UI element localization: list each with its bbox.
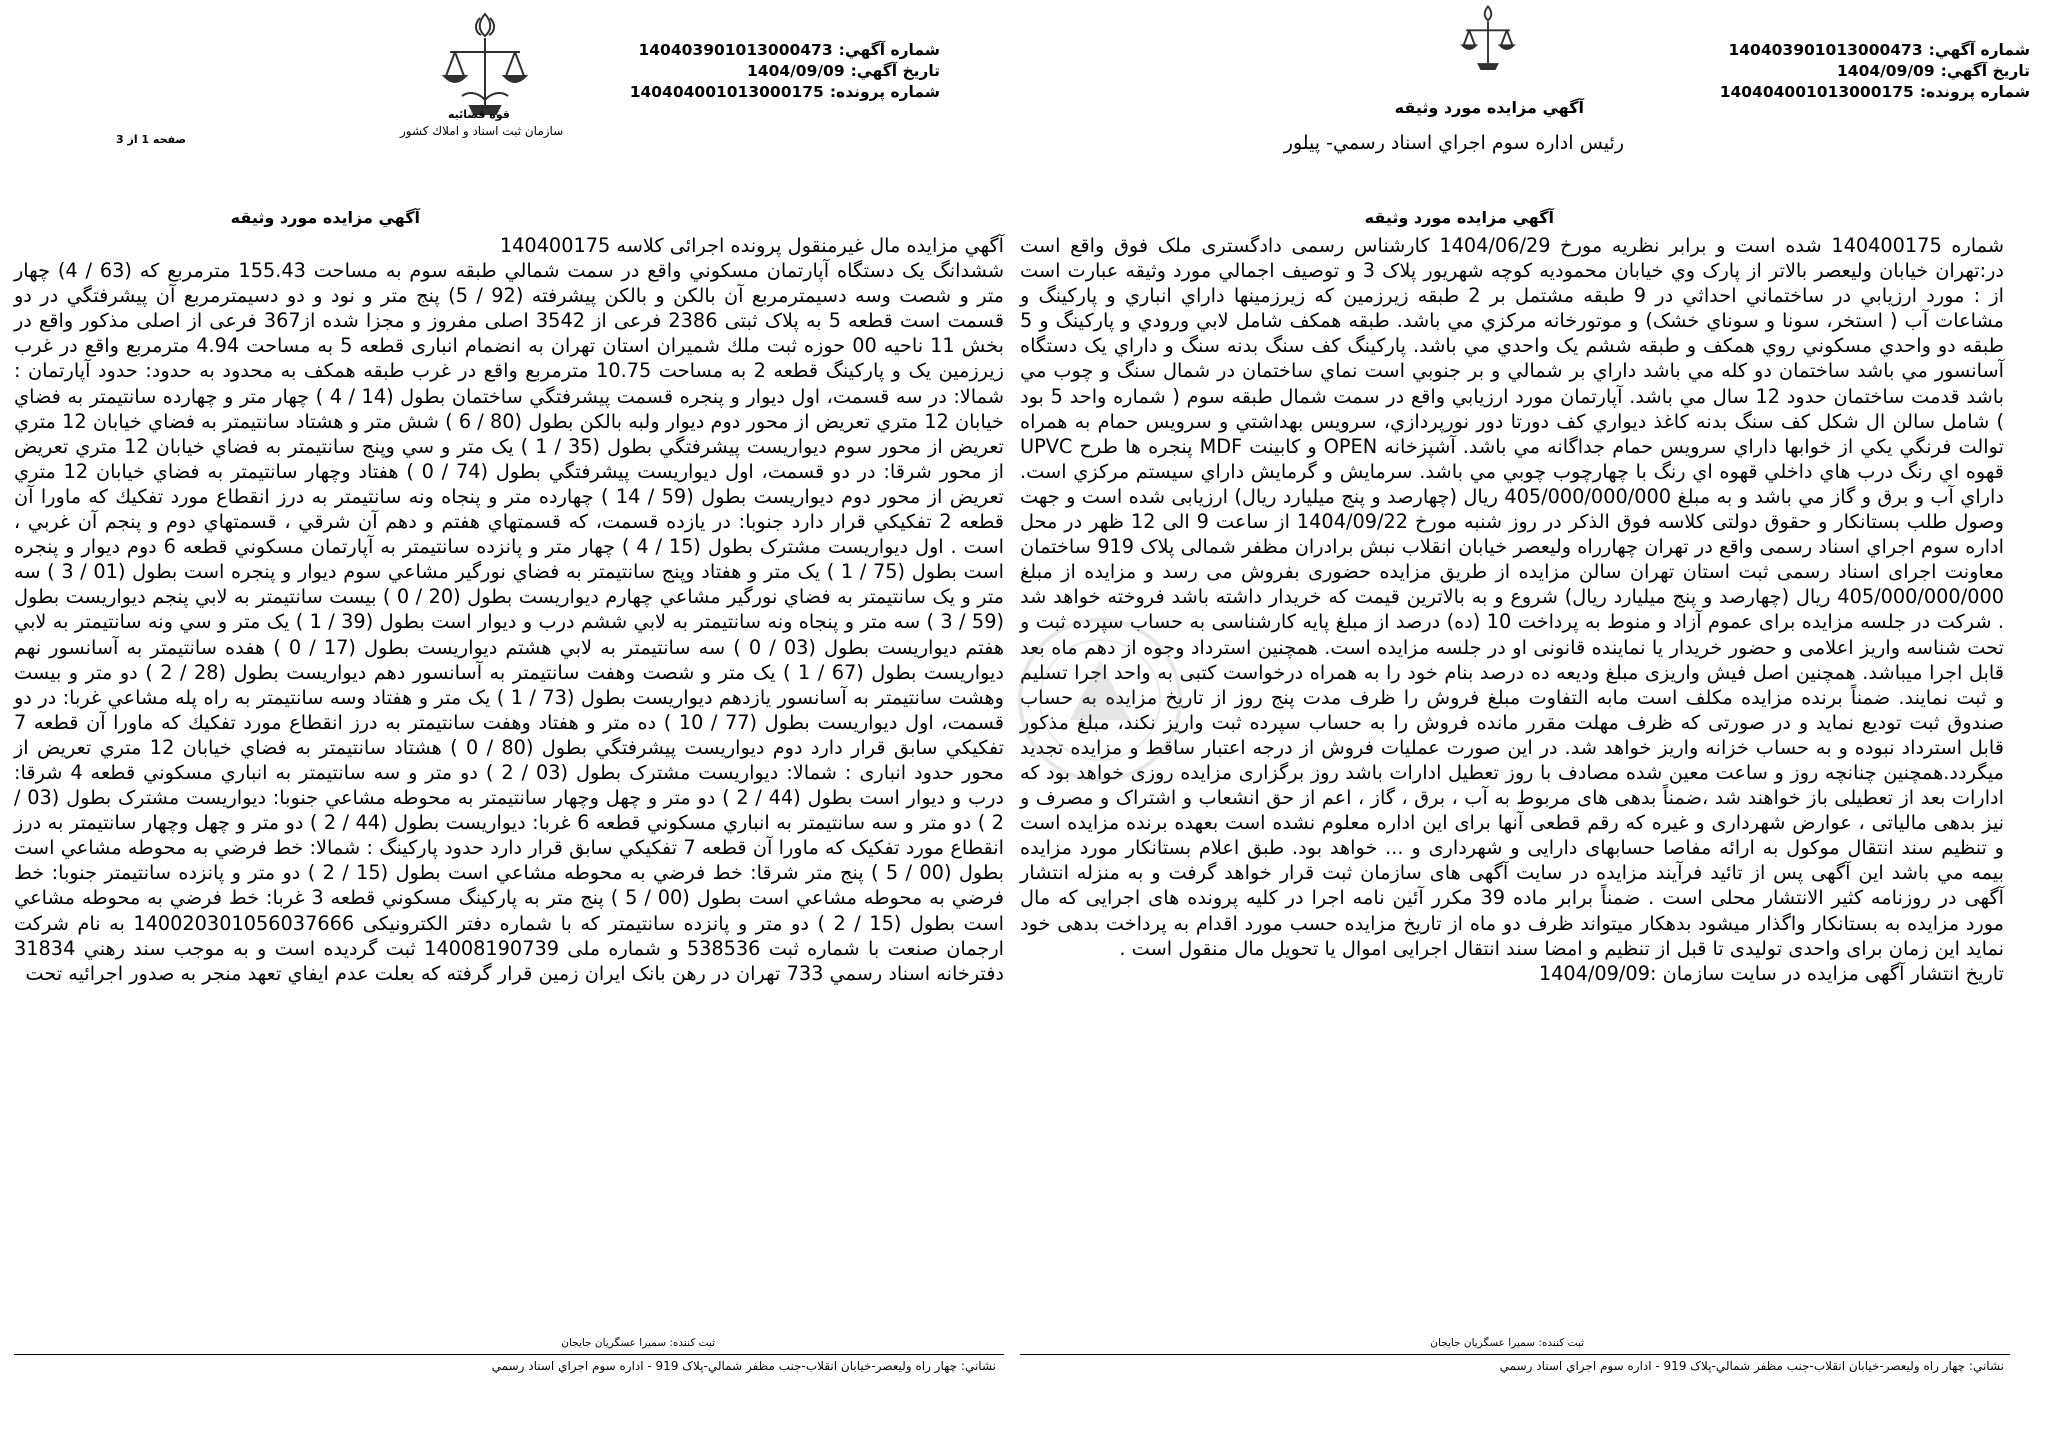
ad-number-row: [1640, 40, 2030, 61]
left-paragraph-2: ششدانگ يک دستگاه آپارتمان مسكوني واقع در سمت شمالي طبقه سوم به مساحت 155.43 مترمربع كه (63 / 4) چهار متر و شصت وسه دسيمترمربع آن بالكن و بالكن پيشرفته (92 / 5) پنج متر و نود و دو دسيمترمربع آن پيشرفتگي در دو قسمت است قطعه 5 به پلاک ثبتی 2386 فرعی از 3542 اصلی مفروز و مجزا شده از367 فرعی از اصلی مذکور واقع در بخش 11 ناحيه 00 حوزه ثبت ملك شميران استان تهران به انضمام انباری قطعه 5 به مساحت 4.94 مترمربع واقع در غرب زيرزمين يک و پاركينگ قطعه 2 به مساحت 10.75 مترمربع واقع در غرب طبقه همكف به محدود به حدود: حدود آپارتمان : شمالا: در سه قسمت، اول ديوار و پنجره قسمت پيشرفتگي ساختمان بطول (14 / 4 ) چهار متر و چهارده سانتيمتر به فضاي خيابان 12 متري تعريض از محور دوم ديوار ولبه بالكن بطول (80 / 6 ) شش متر و هشتاد سانتيمتر به فضاي خيابان 12 متري تعريض از محور سوم ديواريست پيشرفتگي بطول (35 / 1 ) يک متر و سي وپنج سانتيمتر به فضاي خيابان 12 متري تعريض از محور شرقا: در دو قسمت، اول ديواريست پيشرفتگي بطول (74 / 0 ) هفتاد وچهار سانتيمتر به فضاي خيابان 12 متري تعريض از محور دوم ديواريست بطول (59 / 14 ) چهارده متر و پنجاه ونه سانتيمتر به درز انقطاع مورد تفكيك كه ماورا آن قطعه 2 تفكيكي قرار دارد جنوبا: در يازده قسمت، كه قسمتهاي هفتم و دهم آن شرقي ، قسمتهاي دوم و پنجم آن غربي ، است . اول ديواريست مشترک بطول (15 / 4 ) چهار متر و پانزده سانتيمتر به آپارتمان مسكوني قطعه 6 دوم ديوار و پنجره است بطول (75 / 1 ) يک متر و هفتاد وپنج سانتيمتر به فضاي نورگير مشاعي سوم ديوار و پنجره است بطول (01 / 3 ) سه متر و يک سانتيمتر به فضاي نورگير مشاعي چهارم ديواريست بطول (20 / 0 ) بيست سانتيمتر به لابي پنجم ديواريست بطول (59 / 3 ) سه متر و پنجاه ونه سانتيمتر به لابي ششم درب و ديوار است بطول (39 / 1 ) يک متر و سي ونه سانتيمتر به لابي هفتم ديواريست بطول (03 / 0 ) سه سانتيمتر به لابي هشتم ديواريست بطول (17 / 0 ) هفده سانتيمتر به آسانسور نهم ديواريست بطول (67 / 1 ) يک متر و شصت وهفت سانتيمتر به آسانسور دهم ديواريست بطول (28 / 2 ) دو متر و بيست وهشت سانتيمتر به آسانسور يازدهم ديواريست بطول (73 / 1 ) يک متر و هفتاد وسه سانتيمتر به راه پله مشاعي غربا: در دو قسمت، اول ديواريست بطول (77 / 10 ) ده متر و هفتاد وهفت سانتيمتر به درز انقطاع مورد تفكيك كه ماورا آن قطعه 7 تفكيكي سابق قرار دارد دوم ديواريست پيشرفتگي بطول (80 / 0 ) هشتاد سانتيمتر به فضاي خيابان 12 متري تعريض از محور حدود انباری : شمالا: ديواريست مشترک بطول (03 / 2 ) دو متر و سه سانتيمتر به انباري مسكوني قطعه 4 شرقا: درب و ديوار است بطول (44 / 2 ) دو متر و چهل وچهار سانتيمتر به محوطه مشاعي جنوبا: ديواريست مشترک بطول (03 / 2 ) دو متر و سه سانتيمتر به انباري مسكوني قطعه 6 غربا: ديواريست بطول (44 / 2 ) دو متر و چهل وچهار سانتيمتر به درز انقطاع مورد تفكيک كه ماورا آن قطعه 7 تفكيكي سابق قرار دارد حدود پاركينگ : شمالا: خط فرضي به محوطه مشاعي است بطول (00 / 5 ) پنج متر شرقا: خط فرضي به محوطه مشاعي است بطول (15 / 2 ) دو متر و پانزده سانتيمتر جنوبا: خط فرضي به محوطه مشاعي است بطول (00 / 5 ) پنج متر به پاركينگ مسكوني قطعه 3 غربا: خط فرضي به محوطه مشاعي است بطول (15 / 2 ) دو متر و پانزده سانتيمتر كه با شماره دفتر الكترونيكی 140020301056037666 به نام شركت ارجمان صنعت با شماره ثبت 538536 و شماره ملی 14008190739 ثبت گرديده است و به موجب سند رهني 31834 دفترخانه اسناد رسمي 733 تهران در رهن بانک ايران زمين قرار گرفته كه بعلت عدم ايفاي تعهد منجر به صدور اجرائيه تحت: [14, 259, 1005, 985]
left-address: [492, 1359, 996, 1373]
ad-number-label: شماره آگهي:: [838, 41, 940, 59]
parsnamad-watermark-icon: [1010, 610, 1190, 790]
left-address-text: چهار راه وليعصر-خيابان انقلاب-جنب مظفر شمالي-پلاک 919 - اداره سوم اجراي اسناد رسمي: [491, 1359, 958, 1373]
case-number-label: شماره پرونده:: [829, 83, 940, 101]
left-address-label: نشاني:: [960, 1359, 996, 1373]
right-divider: [1020, 1354, 2010, 1355]
left-signer-label: ثبت كننده:: [669, 1337, 715, 1349]
right-address: [1500, 1359, 2004, 1373]
ad-date-value: 1404/09/09: [747, 62, 845, 80]
ad-number-value: 140403901013000473: [638, 41, 833, 59]
ad-number-label: شماره آگهي:: [1928, 41, 2030, 59]
right-paragraph-1: شماره 140400175 شده است و برابر نظريه مورخ 1404/06/29 كارشناس رسمی دادگستری ملک فوق واقع است در:تهران خيابان وليعصر بالاتر از پارک وي خيابان محموديه كوچه شهريور پلاک 3 و توصيف اجمالي مورد وثيقه عبارت است از : مورد ارزيابي در ساختماني احداثي در 9 طبقه مشتمل بر 2 طبقه زيرزمين كه زيرزمينها داراي انباري و پاركينگ و مشاعات آب ( استخر، سونا و سوناي خشک) و موتورخانه مركزي مي باشد. طبقه همكف شامل لابي ورودي و پاركينگ و 5 طبقه دو واحدي مسكوني روي همكف و طبقه ششم يک واحدي مي باشد. پاركينگ كف سنگ بدنه سنگ و داراي يک دستگاه آسانسور مي باشد ساختمان دو كله مي باشد داراي بر شمالي و بر جنوبي است نماي ساختمان در شمال سنگ و چوب مي باشد قدمت ساختمان حدود 12 سال مي باشد. آپارتمان مورد ارزيابي واقع در سمت شمال طبقه سوم ( شماره واحد 5 بود ) شامل سالن ال شكل كف سنگ بدنه كاغذ ديواري كف دورتا دور نورپردازي، سرويس بهداشتي و سرويس حمام به همراه توالت فرنگي يكي از خوابها داراي سرويس حمام جداگانه مي باشد. آشپزخانه OPEN و كابينت MDF پنجره ها طرح UPVC قهوه اي رنگ درب هاي داخلي قهوه اي رنگ با چهارچوب چوبي مي باشد. سرمايش و گرمايش داراي سيستم مركزي است. داراي آب و برق و گاز مي باشد و به مبلغ 405/000/000/000 ريال (چهارصد و پنج ميليارد ريال) ارزيابی شده است و جهت وصول طلب بستانكار و حقوق دولتی كلاسه فوق الذكر در روز شنبه مورخ 1404/09/22 از ساعت 9 الی 12 ظهر در محل اداره سوم اجراي اسناد رسمی واقع در تهران چهارراه وليعصر خيابان انقلاب نبش برادران مظفر شمالی پلاک 919 ساختمان معاونت اجرای اسناد رسمی ثبت استان تهران سالن مزايده از طريق مزايده حضوری بفروش می رسد و مزايده از مبلغ 405/000/000/000 ريال (چهارصد و پنج ميليارد ريال) شروع و به بالاترين قيمت كه خريدار داشته باشد فروخته خواهد شد . شركت در جلسه مزايده برای عموم آزاد و منوط به پرداخت 10 (ده) درصد از مبلغ پايه كارشناسی به حساب سپرده ثبت و تحت شناسه واريز اعلامی و حضور خريدار يا نماينده قانونی او در جلسه مزايده است. همچنين استرداد وجوه از دهم ماه بعد قابل اجرا ميباشد. همچنين اصل فيش واريزی مبلغ وديعه ده درصد بنام خود را به همراه درخواست كتبی به واحد اجرا تسليم و ثبت نمايند. ضمناً برنده مزايده مكلف است مابه التفاوت مبلغ فروش را ظرف مدت پنج روز از تاريخ مزايده به حساب صندوق ثبت توديع نمايد و در صورتی كه ظرف مهلت مقرر مانده فروش را به حساب سپرده ثبت واريز نكند، مبلغ مذكور قابل استرداد نبوده و به حساب خزانه واريز خواهد شد. در اين صورت عمليات فروش از درجه اعتبار ساقط و مزايده تجديد ميگردد.همچنين چنانچه روز و ساعت معين شده مصادف با روز تعطيل ادارات باشد روز برگزاری مزايده روزی خواهد بود كه ادارات بعد از تعطيلی باز خواهند شد ،ضمناً بدهی های مربوط به آب ، برق ، گاز ، اعم از حق انشعاب و اشتراک و مصرف و نيز بدهی مالياتی ، عوارض شهرداری و غيره كه رقم قطعی آنها برای اين اداره معلوم نشده است بعهده برنده مزايده است و تنظيم سند انتقال موكول به ارائه مفاصا حسابهای دارايی و شهرداری و ... خواهد بود. طبق اعلام بستانكار مورد مزايده بيمه مي باشد اين آگهی پس از تائيد فرآيند مزايده در سايت آگهی های سازمان ثبت قرار خواهد گرفت و به منزله انتشار آگهی در روزنامه كثير الانتشار محلی است . ضمناً برابر ماده 39 مكرر آئين نامه اجرا در كليه پرونده های اجرايی كه مال مورد مزايده به بستانكار واگذار ميشود بدهكار ميتواند ظرف دو ماه از تاريخ مزايده حسب مورد اقدام به پرداخت بدهی خود نمايد اين زمان برای واحدی توليدی تا قبل از تنظيم و امضا سند انتقال اجرايی اموال يا تحويل مال منقول است .: [1020, 234, 2005, 960]
right-top-title: آگهي مزايده مورد وثيقه: [1394, 98, 1584, 117]
left-signer-name: سميرا عسگريان جايجان: [561, 1337, 667, 1349]
judiciary-caption: قوه قضائيه: [448, 108, 510, 121]
left-body-text: [14, 233, 1004, 986]
case-number-row: [560, 82, 940, 103]
judiciary-emblem-icon: [1458, 4, 1518, 74]
ad-date-row: [560, 61, 940, 82]
right-header: [1640, 40, 2030, 103]
right-paragraph-2: تاريخ انتشار آگهی مزايده در سايت سازمان :1404/09/09: [1538, 961, 2004, 985]
case-number-value: 140404001013000175: [1719, 83, 1914, 101]
ad-number-value: 140403901013000473: [1728, 41, 1923, 59]
ad-date-label: تاريخ آگهي:: [1940, 62, 2030, 80]
right-signer-name: سميرا عسگريان جايجان: [1430, 1337, 1536, 1349]
left-divider: [14, 1354, 1004, 1355]
right-signer-label: ثبت كننده:: [1538, 1337, 1584, 1349]
ad-number-row: [560, 40, 940, 61]
left-header: [560, 40, 940, 103]
ad-date-label: تاريخ آگهي:: [850, 62, 940, 80]
right-address-label: نشاني:: [1968, 1359, 2004, 1373]
right-title: آگهي مزايده مورد وثيقه: [1364, 208, 1554, 227]
org-line: سازمان ثبت اسناد و املاك كشور: [400, 124, 564, 138]
left-page: [0, 0, 1010, 1449]
page-indicator: صفحه 1 از 3: [116, 133, 187, 146]
judiciary-emblem-icon: [440, 10, 530, 122]
case-number-label: شماره پرونده:: [1919, 83, 2030, 101]
right-address-text: چهار راه وليعصر-خيابان انقلاب-جنب مظفر شمالي-پلاک 919 - اداره سوم اجراي اسناد رسمي: [1499, 1359, 1966, 1373]
right-subtitle: رئيس اداره سوم اجراي اسناد رسمي- پيلور: [1283, 132, 1624, 154]
left-title: آگهي مزايده مورد وثيقه: [230, 208, 420, 227]
ad-date-value: 1404/09/09: [1837, 62, 1935, 80]
left-paragraph-1: آگهي مزايده مال غيرمنقول پرونده اجرائی كلاسه 140400175: [499, 234, 1004, 257]
left-signer: [561, 1337, 715, 1349]
ad-date-row: [1640, 61, 2030, 82]
right-signer: [1430, 1337, 1584, 1349]
case-number-value: 140404001013000175: [629, 83, 824, 101]
case-number-row: [1640, 82, 2030, 103]
